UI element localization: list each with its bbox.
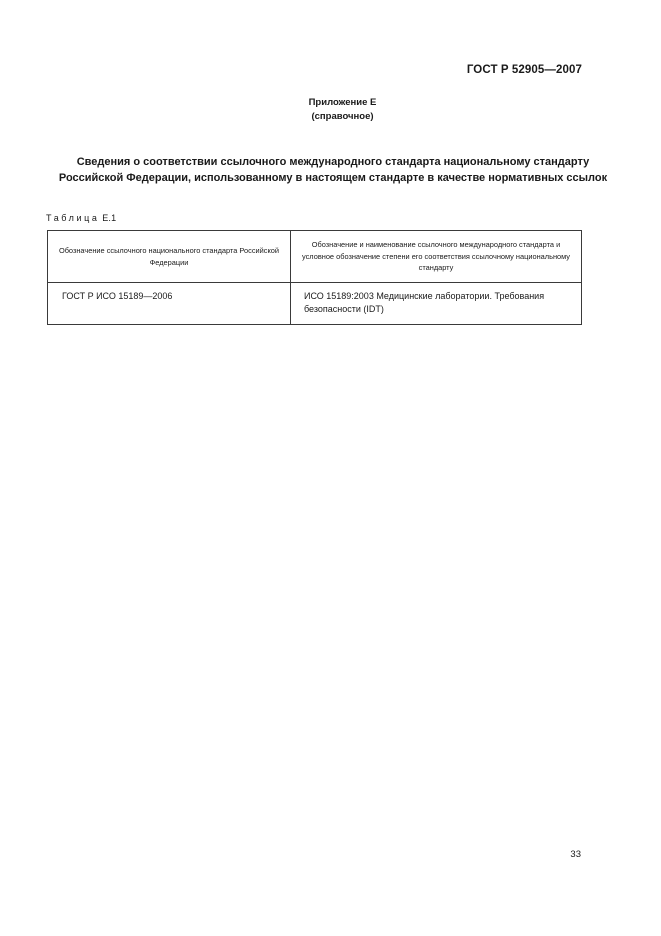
appendix-title: Приложение Е	[308, 97, 377, 108]
column-header-national: Обозначение ссылочного национального стандарта Российской Федерации	[48, 231, 291, 283]
cell-international-standard: ИСО 15189:2003 Медицинские лаборатории. Требования безопасности (IDT)	[291, 283, 582, 325]
appendix-subtitle: (справочное)	[311, 111, 374, 122]
table-caption-number: Е.1	[102, 213, 117, 223]
column-header-international: Обозначение и наименование ссылочного международного стандарта и условное обозначение степени его соответствия ссылочному национальному стандарту	[291, 231, 582, 283]
table-caption	[46, 213, 116, 223]
table-row	[48, 283, 582, 325]
table-caption-word: Таблица	[46, 213, 100, 223]
section-heading: Сведения о соответствии ссылочного международного стандарта национальному стандарту Российской Федерации, использованному в настоящем стандарте в качестве нормативных ссылок	[58, 156, 608, 184]
appendix-label	[0, 96, 661, 124]
cell-national-standard: ГОСТ Р ИСО 15189—2006	[48, 283, 291, 325]
page-number: 33	[570, 849, 581, 860]
table-header-row	[48, 231, 582, 283]
reference-table	[47, 230, 582, 325]
document-code: ГОСТ Р 52905—2007	[466, 64, 582, 76]
